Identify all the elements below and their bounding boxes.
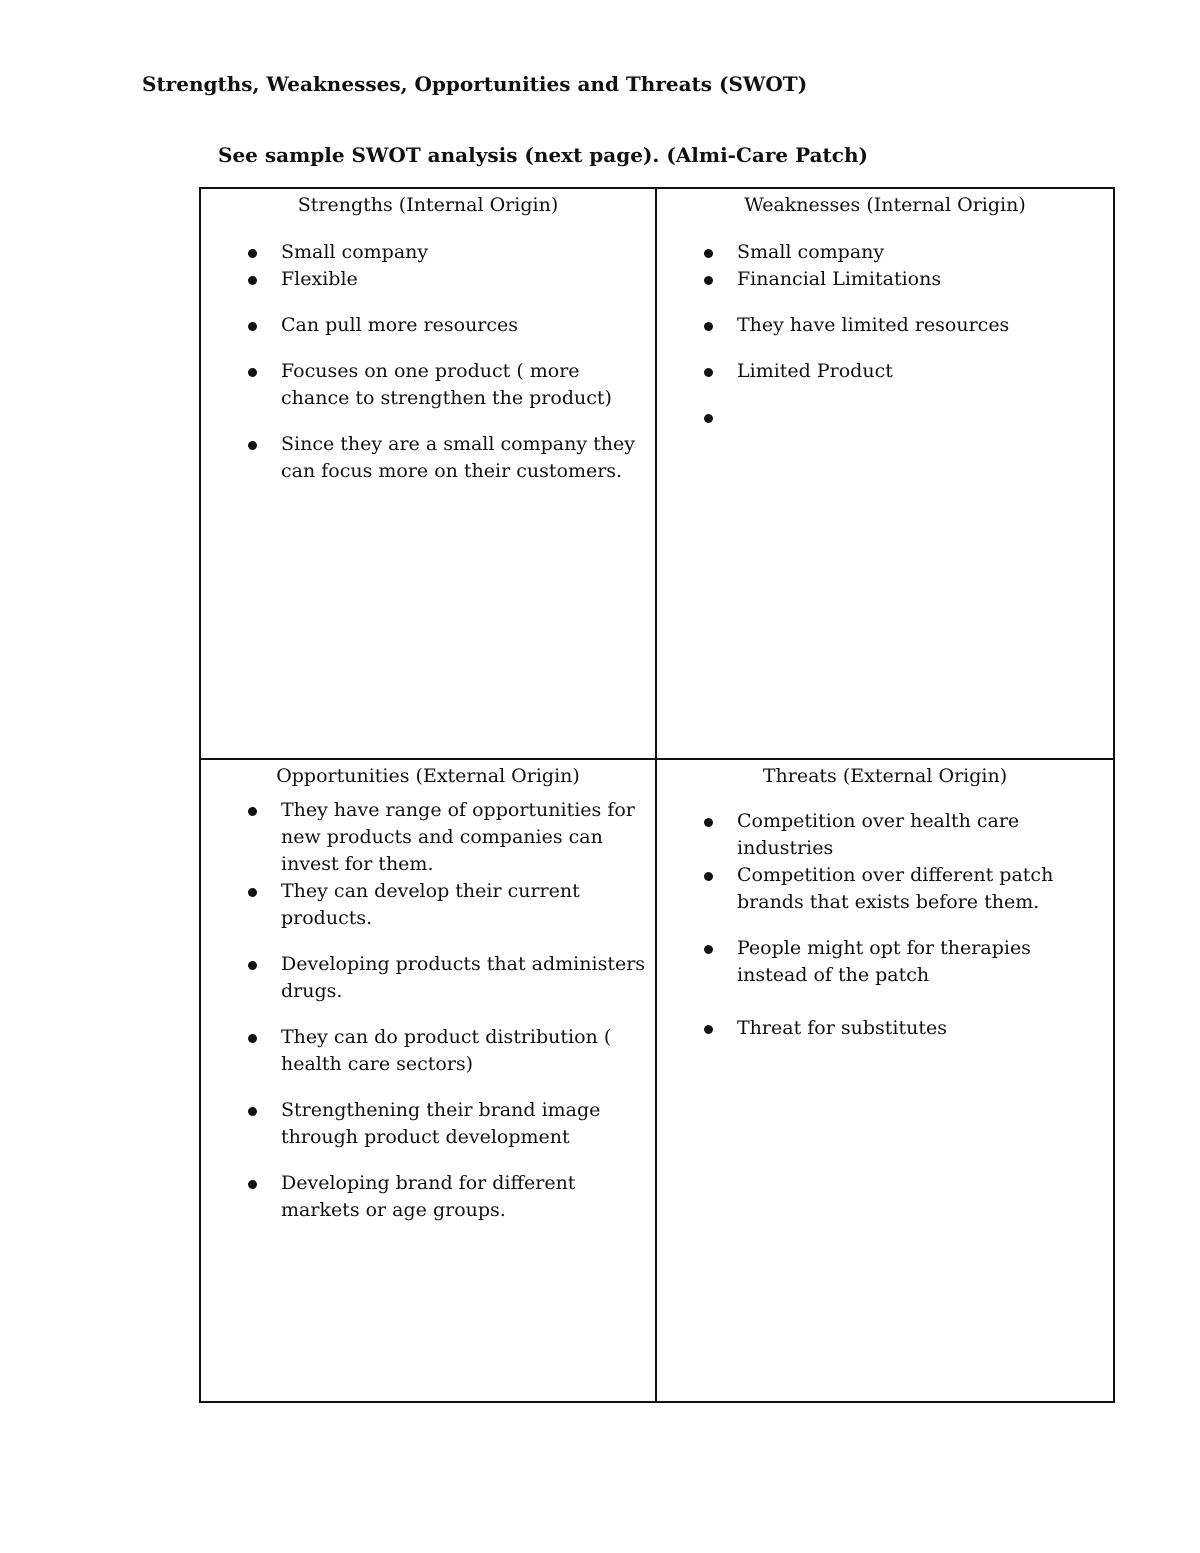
threats-cell: [657, 760, 1113, 1401]
list-item: Limited Product: [657, 358, 1113, 385]
opportunities-heading: Opportunities (External Origin): [276, 765, 580, 787]
threats-heading: Threats (External Origin): [762, 765, 1008, 787]
list-item: Focuses on one product ( more chance to strengthen the product): [201, 358, 655, 412]
list-item: They can do product distribution ( health care sectors): [201, 1024, 655, 1078]
list-item: Threat for substitutes: [657, 1015, 1113, 1042]
bullet-icon: [248, 322, 257, 331]
list-item: Developing brand for different markets or age groups.: [201, 1170, 655, 1224]
list-item: They can develop their current products.: [201, 878, 655, 932]
bullet-icon: [248, 888, 257, 897]
bullet-icon: [704, 818, 713, 827]
bullet-icon: [248, 276, 257, 285]
bullet-icon: [248, 807, 257, 816]
document-title: Strengths, Weaknesses, Opportunities and Threats (SWOT): [142, 72, 808, 96]
strengths-heading: Strengths (Internal Origin): [297, 194, 559, 216]
strengths-list: [201, 239, 655, 485]
threats-list: [657, 808, 1113, 1042]
list-item: Financial Limitations: [657, 266, 1113, 293]
swot-grid: [199, 187, 1115, 1403]
bullet-icon: [704, 872, 713, 881]
list-item: People might opt for therapies instead of the patch: [657, 935, 1113, 989]
bullet-icon: [704, 945, 713, 954]
bullet-icon: [248, 441, 257, 450]
list-item: Developing products that administers drugs.: [201, 951, 655, 1005]
list-item: Can pull more resources: [201, 312, 655, 339]
bullet-icon: [248, 1034, 257, 1043]
bullet-icon: [704, 1025, 713, 1034]
list-item: [657, 404, 1113, 431]
opportunities-list: [201, 797, 655, 1224]
bullet-icon: [248, 1180, 257, 1189]
list-item: Competition over health care industries: [657, 808, 1113, 862]
list-item: They have limited resources: [657, 312, 1113, 339]
weaknesses-cell: [657, 189, 1113, 760]
list-item: Flexible: [201, 266, 655, 293]
bullet-icon: [248, 961, 257, 970]
list-item: Since they are a small company they can focus more on their customers.: [201, 431, 655, 485]
bullet-icon: [704, 368, 713, 377]
list-item: Small company: [657, 239, 1113, 266]
bullet-icon: [704, 249, 713, 258]
list-item: They have range of opportunities for new products and companies can invest for them.: [201, 797, 655, 878]
bullet-icon: [248, 249, 257, 258]
bullet-icon: [704, 414, 713, 423]
strengths-cell: [201, 189, 657, 760]
bullet-icon: [704, 276, 713, 285]
weaknesses-list: [657, 239, 1113, 431]
list-item: Strengthening their brand image through product development: [201, 1097, 655, 1151]
list-item: Competition over different patch brands that exists before them.: [657, 862, 1113, 916]
bullet-icon: [248, 368, 257, 377]
list-item: Small company: [201, 239, 655, 266]
bullet-icon: [248, 1107, 257, 1116]
opportunities-cell: [201, 760, 657, 1401]
document-subtitle: See sample SWOT analysis (next page). (Almi-Care Patch): [218, 143, 868, 167]
bullet-icon: [704, 322, 713, 331]
weaknesses-heading: Weaknesses (Internal Origin): [744, 194, 1026, 216]
